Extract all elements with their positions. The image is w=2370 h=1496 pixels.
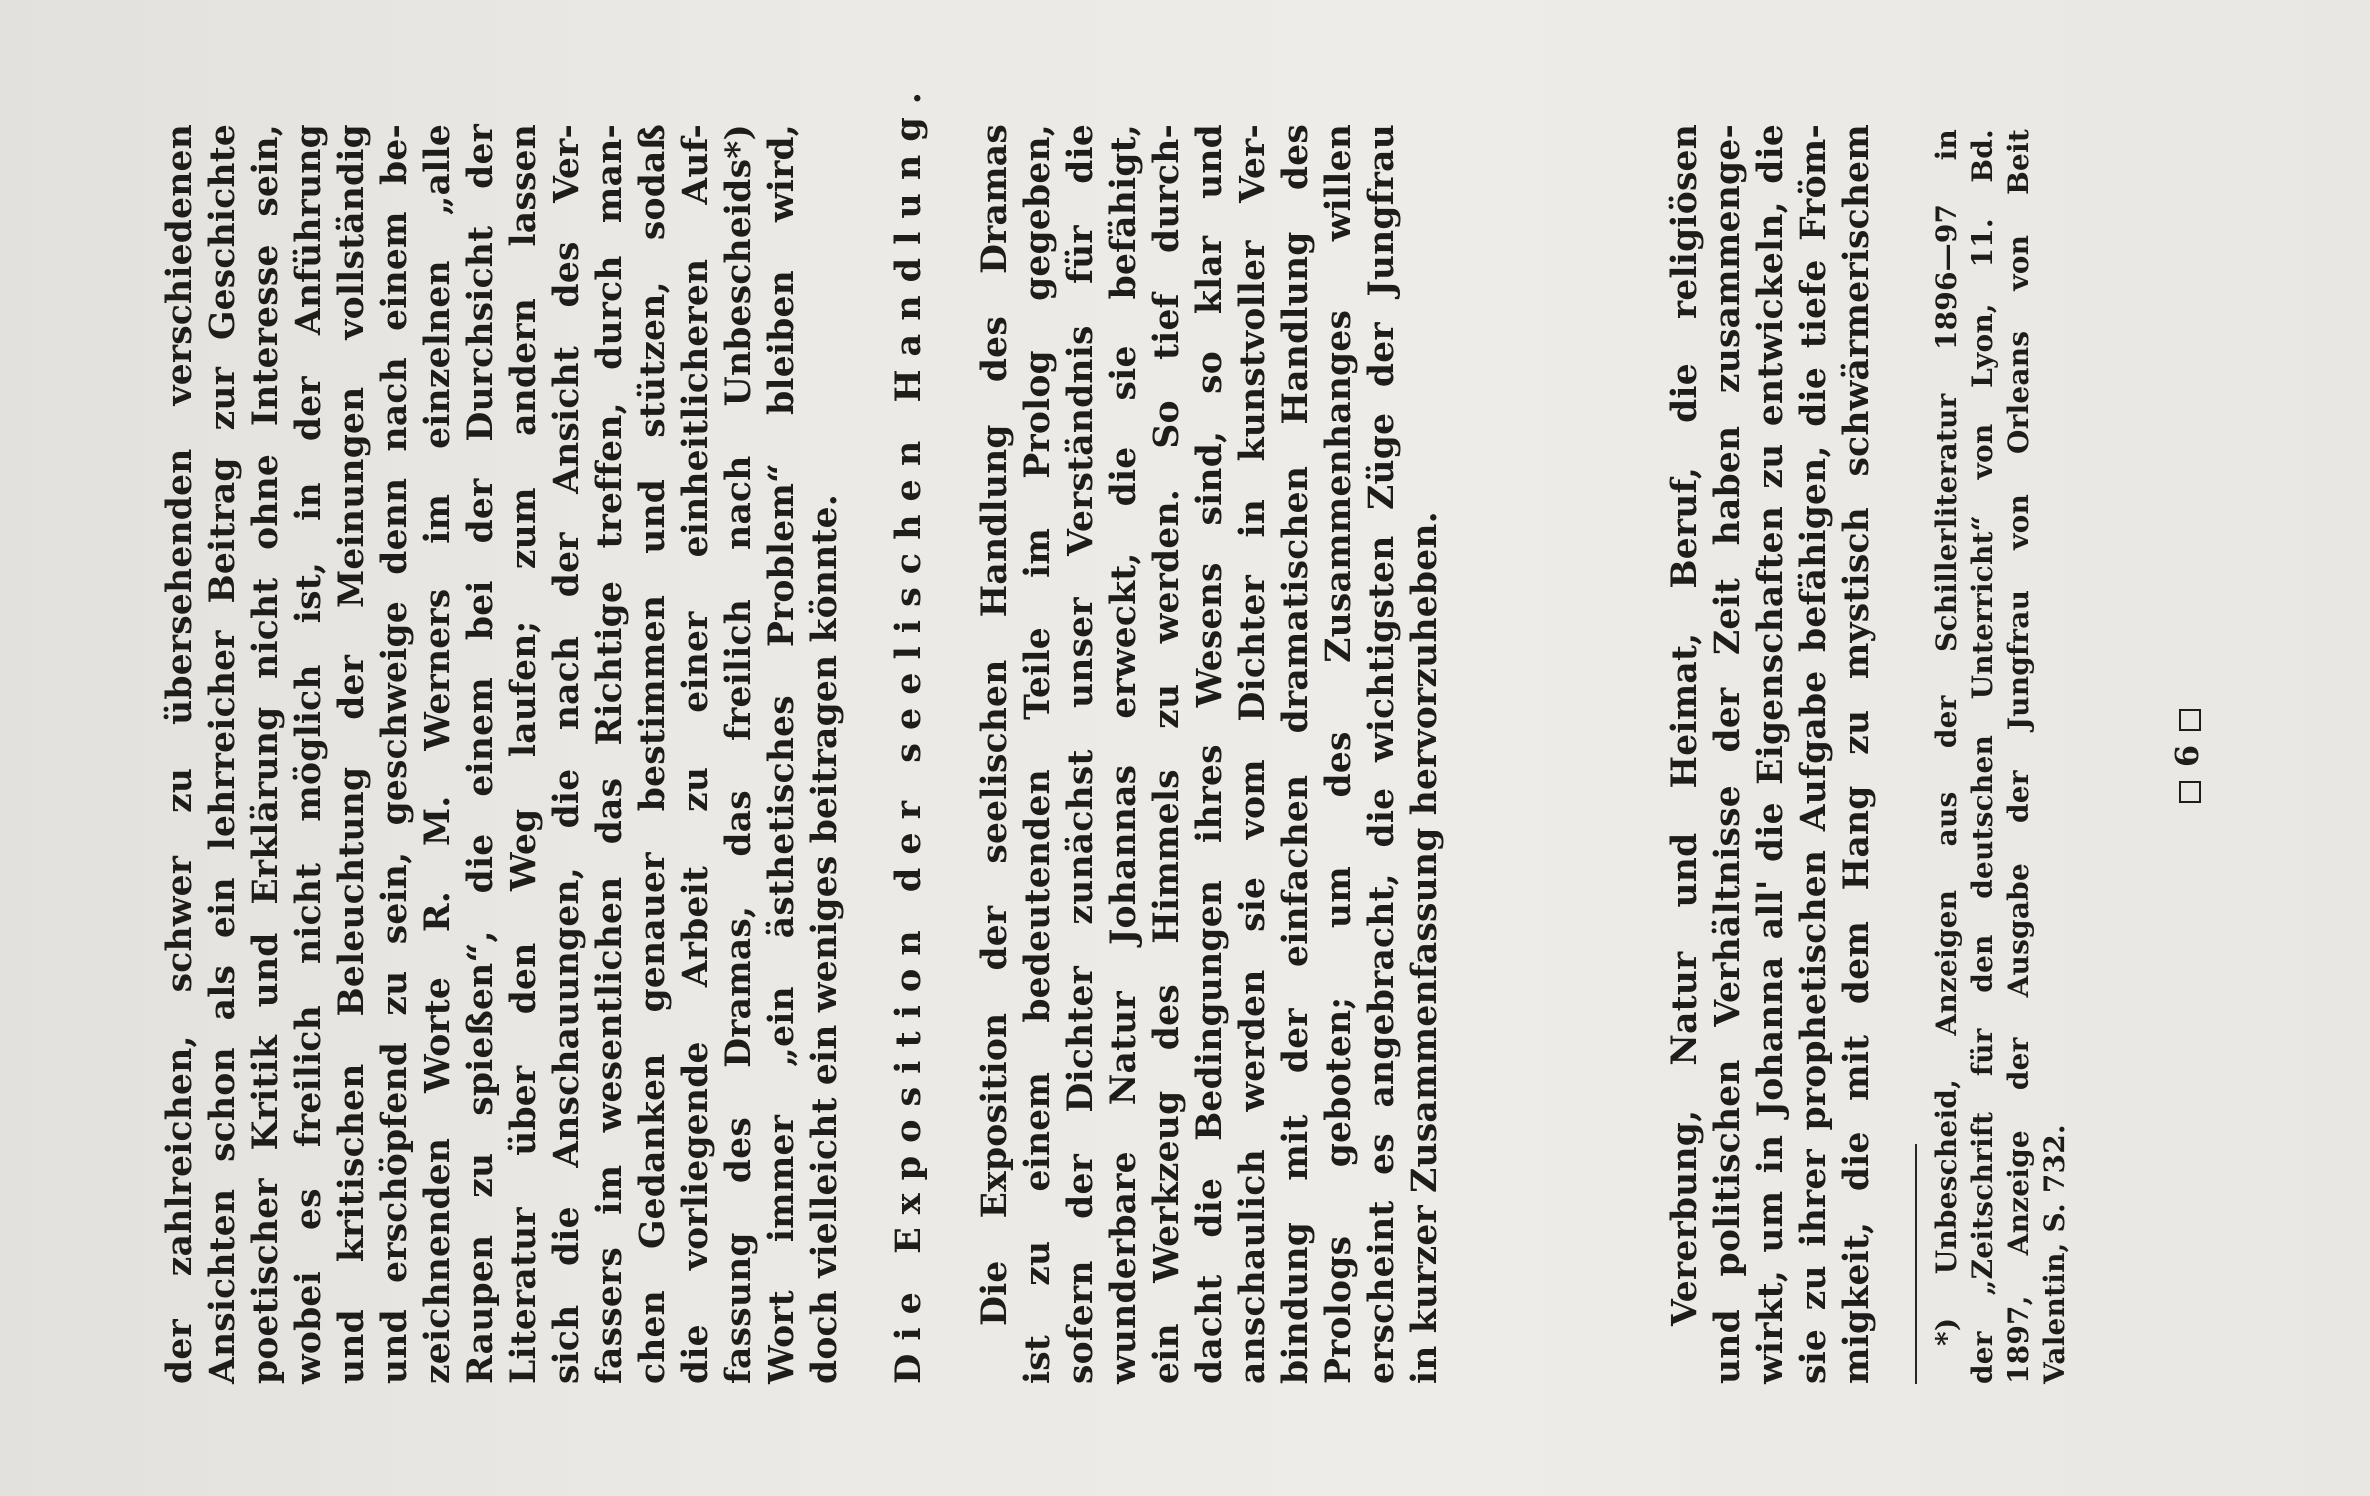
text-line: fassung des Dramas, das freilich nach Unbescheids*) — [719, 124, 759, 1384]
ornament-square-icon — [2179, 709, 2201, 731]
text-line: bindung mit der einfachen dramatischen Handlung des — [1276, 124, 1316, 1384]
text-line: migkeit, die mit dem Hang zu mystisch schwärmerischem — [1837, 124, 1877, 1384]
text-line: sofern der Dichter zunächst unser Verständnis für die — [1061, 124, 1101, 1384]
text-line: dacht die Bedingungen ihres Wesens sind, so klar und — [1190, 124, 1230, 1384]
text-line: und politischen Verhältnisse der Zeit haben zusammenge- — [1708, 124, 1748, 1384]
text-line: poetischer Kritik und Erklärung nicht ohne Interesse sein, — [246, 124, 286, 1384]
text-line: ein Werkzeug des Himmels zu werden. So tief durch- — [1147, 124, 1187, 1384]
text-line: die vorliegende Arbeit zu einer einheitlicheren Auf- — [676, 124, 716, 1384]
page-number — [2168, 656, 2206, 856]
text-line: wunderbare Natur Johannas erweckt, die sie befähigt, — [1104, 124, 1144, 1384]
text-line: anschaulich werden sie vom Dichter in kunstvoller Ver- — [1233, 124, 1273, 1384]
footnote-line: 1897, Anzeige der Ausgabe der Jungfrau von Orleans von Beit — [2002, 129, 2035, 1384]
text-line: Prologs geboten; um des Zusammenhanges willen — [1319, 124, 1359, 1384]
text-line: zeichnenden Worte R. M. Werners im einzelnen „alle — [418, 124, 458, 1384]
text-line: wirkt, um in Johanna all' die Eigenschaften zu entwickeln, die — [1751, 124, 1791, 1384]
page-number-value: 6 — [2168, 744, 2206, 768]
text-line: Ansichten schon als ein lehrreicher Beitrag zur Geschichte — [203, 124, 243, 1384]
text-line: Die Exposition der seelischen Handlung des Dramas — [975, 124, 1015, 1326]
text-line: der zahlreichen, schwer zu übersehenden verschiedenen — [160, 124, 200, 1384]
text-line: und erschöpfend zu sein, geschweige denn nach einem be- — [375, 124, 415, 1384]
text-line: ist zu einem bedeutenden Teile im Prolog gegeben, — [1018, 124, 1058, 1384]
text-line: sie zu ihrer prophetischen Aufgabe befähigen, die tiefe Fröm- — [1794, 124, 1834, 1384]
text-line: Literatur über den Weg laufen; zum andern lassen — [504, 124, 544, 1384]
footnote-line: der „Zeitschrift für den deutschen Unterricht“ von Lyon, 11. Bd. — [1966, 129, 1999, 1384]
text-line: erscheint es angebracht, die wichtigsten Züge der Jungfrau — [1362, 124, 1402, 1384]
text-line: Raupen zu spießen“, die einem bei der Durchsicht der — [461, 124, 501, 1384]
ornament-square-icon — [2179, 781, 2201, 803]
text-line: wobei es freilich nicht möglich ist, in der Anführung — [289, 124, 329, 1384]
footnote-line: Valentin, S. 732. — [2038, 1124, 2071, 1384]
text-line: Vererbung, Natur und Heimat, Beruf, die religiösen — [1665, 124, 1705, 1326]
text-line: in kurzer Zusammenfassung hervorzuheben. — [1405, 511, 1445, 1384]
text-line: fassers im wesentlichen das Richtige treffen, durch man- — [590, 124, 630, 1384]
text-line: und kritischen Beleuchtung der Meinungen vollständig — [332, 124, 372, 1384]
section-heading: Die Exposition der seelischen Handlung. — [888, 79, 929, 1384]
text-line: doch vielleicht ein weniges beitragen könnte. — [805, 494, 845, 1384]
text-line: Wort immer „ein ästhetisches Problem“ bleiben wird, — [762, 124, 802, 1384]
text-line: sich die Anschauungen, die nach der Ansicht des Ver- — [547, 124, 587, 1384]
text-line: chen Gedanken genauer bestimmen und stützen, sodaß — [633, 124, 673, 1384]
footnote-rule — [1915, 1144, 1917, 1384]
footnote-line: *) Unbescheid, Anzeigen aus der Schillerliteratur 1896—97 in — [1930, 129, 1963, 1346]
